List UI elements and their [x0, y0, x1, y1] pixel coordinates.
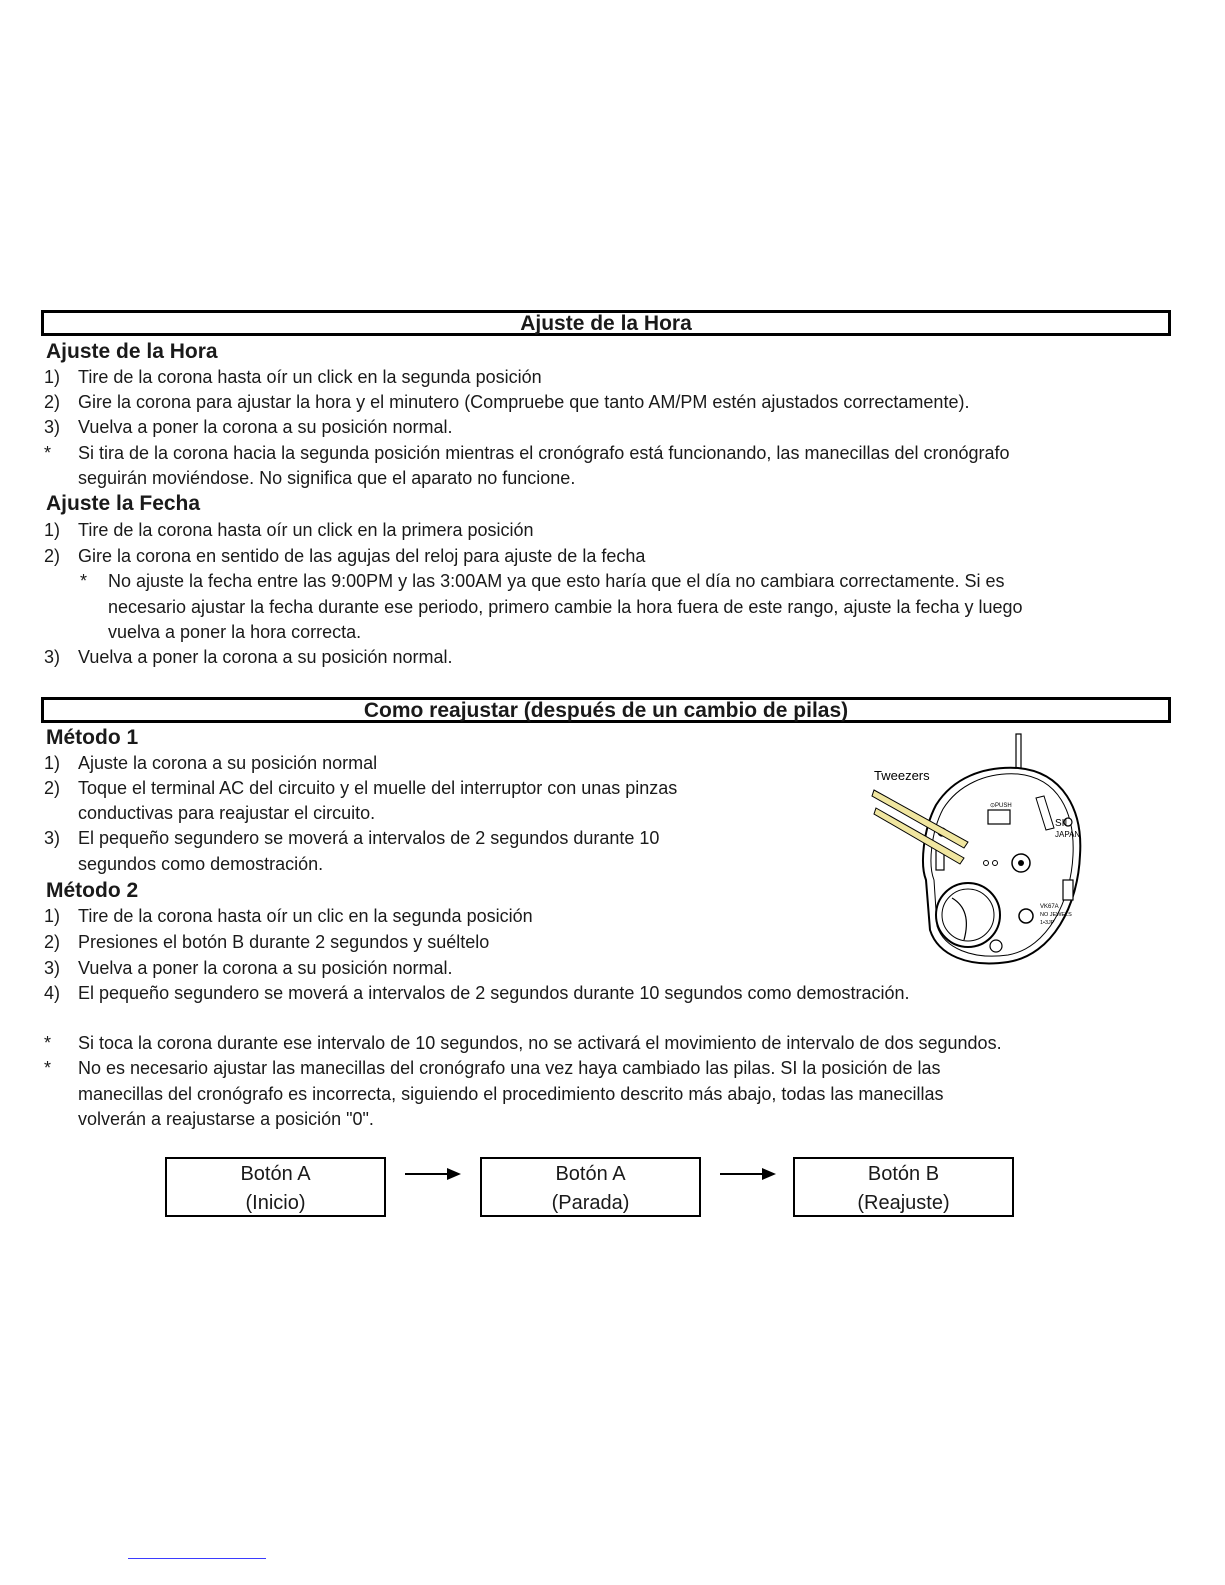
model-label: VK67A: [1040, 904, 1059, 910]
list-text: Ajuste la corona a su posición normal: [78, 753, 378, 773]
contact-point: [993, 861, 998, 866]
arrow-right-icon: [720, 1166, 778, 1182]
list-marker: 3): [44, 828, 61, 848]
heading-ajuste-fecha: Ajuste la Fecha: [46, 492, 201, 515]
heading-metodo-2: Método 2: [46, 879, 139, 902]
note-text: Si tira de la corona hacia la segunda posición mientras el cronógrafo está funcionando, las manecillas del cronógrafo: [78, 443, 1010, 463]
brand-country-label: JAPAN: [1055, 830, 1081, 839]
units-label: 1•3JP: [1040, 920, 1055, 926]
tweezers-label: Tweezers: [874, 768, 930, 783]
gear-center: [1018, 860, 1024, 866]
gear: [1019, 909, 1033, 923]
list-marker: 1): [44, 520, 61, 540]
list-text: Gire la corona para ajustar la hora y el minutero (Compruebe que tanto AM/PM estén ajustados correctamente).: [78, 392, 970, 412]
list-text: segundos como demostración.: [78, 854, 324, 874]
note-text: Si toca la corona durante ese intervalo de 10 segundos, no se activará el movimiento de intervalo de dos segundos.: [78, 1033, 1002, 1053]
list-marker: 2): [44, 932, 61, 952]
note-text: vuelva a poner la hora correcta.: [108, 622, 362, 642]
list-marker: 1): [44, 753, 61, 773]
list-marker: 3): [44, 958, 61, 978]
contact-point: [984, 861, 989, 866]
note-marker: *: [80, 571, 88, 591]
note-marker: *: [44, 1058, 52, 1078]
list-text: Tire de la corona hasta oír un click en la primera posición: [78, 520, 534, 540]
flow-box-title: Botón B: [867, 1163, 940, 1185]
footer-divider: [128, 1558, 266, 1559]
note-text: volverán a reajustarse a posición "0".: [78, 1109, 374, 1129]
list-marker: 4): [44, 983, 61, 1003]
list-text: Vuelva a poner la corona a su posición normal.: [78, 417, 453, 437]
list-marker: 2): [44, 546, 61, 566]
note-text: seguirán moviéndose. No significa que el aparato no funcione.: [78, 468, 576, 488]
list-text: Gire la corona en sentido de las agujas del reloj para ajuste de la fecha: [78, 546, 646, 566]
flow-box-subtitle: (Reajuste): [857, 1192, 950, 1214]
list-text: El pequeño segundero se moverá a intervalos de 2 segundos durante 10: [78, 828, 660, 848]
list-marker: 1): [44, 906, 61, 926]
note-marker: *: [44, 443, 52, 463]
list-text: Toque el terminal AC del circuito y el muelle del interruptor con unas pinzas: [78, 778, 678, 798]
jewels-label: NO JEWELS: [1040, 912, 1072, 918]
list-text: Tire de la corona hasta oír un click en la segunda posición: [78, 367, 542, 387]
flow-box-boton-a-inicio: [165, 1157, 386, 1217]
flow-box-subtitle: (Parada): [551, 1192, 630, 1214]
note-text: No es necesario ajustar las manecillas del cronógrafo una vez haya cambiado las pilas. SI la posición de las: [78, 1058, 941, 1078]
watch-movement-diagram: [868, 730, 1098, 970]
flow-box-title: Botón A: [240, 1163, 311, 1185]
screw: [990, 940, 1002, 952]
list-marker: 2): [44, 392, 61, 412]
push-label: ⊙PUSH: [990, 803, 1012, 809]
list-text: El pequeño segundero se moverá a intervalos de 2 segundos durante 10 segundos como demostración.: [78, 983, 910, 1003]
switch-spring: [988, 810, 1010, 824]
list-marker: 3): [44, 647, 61, 667]
component: [1063, 880, 1073, 900]
section-title-reajustar: Como reajustar (después de un cambio de pilas): [41, 697, 1171, 723]
list-text: Vuelva a poner la corona a su posición normal.: [78, 647, 453, 667]
list-text: conductivas para reajustar el circuito.: [78, 803, 376, 823]
list-text: Tire de la corona hasta oír un clic en la segunda posición: [78, 906, 533, 926]
heading-ajuste-hora: Ajuste de la Hora: [46, 340, 218, 363]
note-marker: *: [44, 1033, 52, 1053]
list-text: Vuelva a poner la corona a su posición normal.: [78, 958, 453, 978]
note-text: manecillas del cronógrafo es incorrecta, siguiendo el procedimiento descrito más abajo, todas las manecillas: [78, 1084, 944, 1104]
section-title-ajuste-hora: Ajuste de la Hora: [41, 310, 1171, 336]
flow-box-boton-b-reajuste: [793, 1157, 1014, 1217]
list-marker: 2): [44, 778, 61, 798]
list-marker: 3): [44, 417, 61, 437]
note-text: necesario ajustar la fecha durante ese periodo, primero cambie la hora fuera de este rango, ajuste la fecha y luego: [108, 597, 1023, 617]
battery: [936, 883, 1000, 947]
brand-label: SII: [1055, 818, 1068, 829]
note-text: No ajuste la fecha entre las 9:00PM y las 3:00AM ya que esto haría que el día no cambiara correctamente. Si es: [108, 571, 1005, 591]
heading-metodo-1: Método 1: [46, 726, 139, 749]
flow-box-boton-a-parada: [480, 1157, 701, 1217]
list-text: Presiones el botón B durante 2 segundos y suéltelo: [78, 932, 490, 952]
flow-box-subtitle: (Inicio): [245, 1192, 306, 1214]
list-marker: 1): [44, 367, 61, 387]
arrow-right-icon: [405, 1166, 463, 1182]
flow-box-title: Botón A: [555, 1163, 626, 1185]
